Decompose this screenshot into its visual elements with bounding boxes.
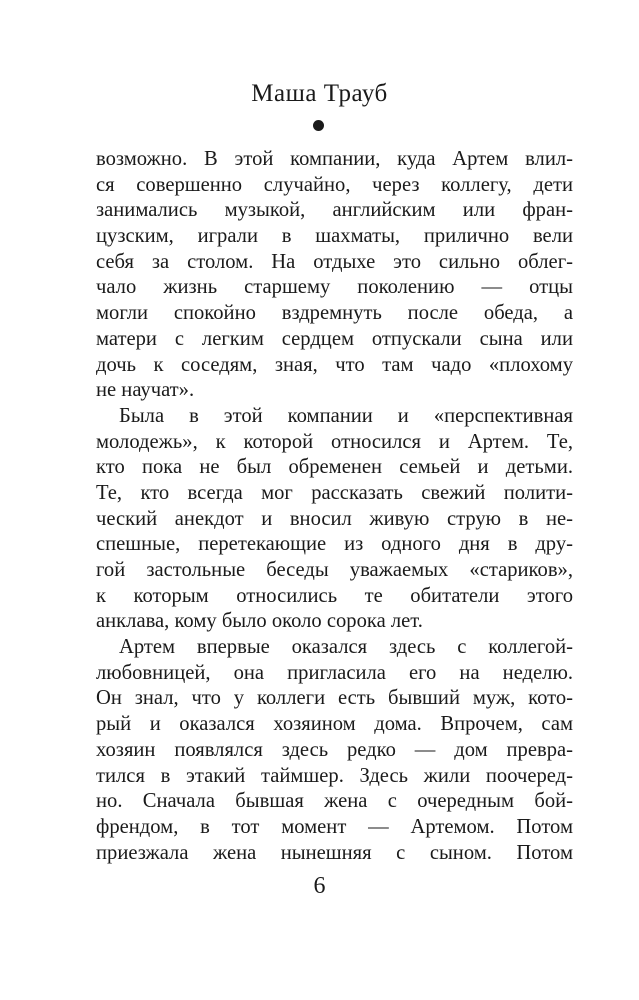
paragraph [96,404,573,635]
text-line: Он знал, что у коллеги есть бывший муж, кото- [96,687,573,710]
text-line: любовницей, она пригласила его на неделю. [96,661,573,684]
text-line: ся совершенно случайно, через коллегу, дети [96,173,573,196]
text-line: могли спокойно вздремнуть после обеда, а [96,302,573,325]
text-line: к которым относились те обитатели этого [96,584,573,607]
paragraph [96,635,573,866]
text-line: приезжала жена нынешняя с сыном. Потом [96,841,573,864]
text-line: молодежь», к которой относился и Артем. Те, [96,430,573,453]
text-line: себя за столом. На отдыхе это сильно облег- [96,250,573,273]
text-line: тился в этакий таймшер. Здесь жили поочеред- [96,764,573,787]
text-line: цузским, играли в шахматы, прилично вели [96,225,573,248]
text-line: ческий анекдот и вносил живую струю в не- [96,507,573,530]
text-line: спешные, перетекающие из одного дня в дру- [96,533,573,556]
text-line: френдом, в тот момент — Артемом. Потом [96,815,573,838]
text-line: матери с легким сердцем отпускали сына или [96,327,573,350]
text-line: чало жизнь старшему поколению — отцы [96,276,573,299]
text-line: рый и оказался хозяином дома. Впрочем, сам [96,713,573,736]
text-line: Артем впервые оказался здесь с коллегой- [119,636,573,659]
text-line: дочь к соседям, зная, что там чадо «плохому [96,353,573,376]
paragraph [96,147,573,404]
text-line: хозяин появлялся здесь редко — дом превра- [96,738,573,761]
page-number: 6 [313,873,326,899]
text-line: возможно. В этой компании, куда Артем влил- [96,148,573,170]
text-line: не научат». [96,379,195,402]
text-line: Была в этой компании и «перспективная [119,404,573,427]
running-header-author: Маша Трауб [251,80,388,107]
bullet-ornament-icon [313,120,324,131]
text-line: но. Сначала бывшая жена с очередным бой- [96,790,573,813]
text-line: Те, кто всегда мог рассказать свежий полити- [96,481,573,504]
text-line: анклава, кому было около сорока лет. [96,610,423,633]
text-line: занимались музыкой, английским или фран- [96,199,573,222]
text-line: гой застольные беседы уважаемых «стариков», [96,559,573,581]
text-line: кто пока не был обременен семьей и детьми. [96,456,573,479]
page-body [96,147,573,866]
